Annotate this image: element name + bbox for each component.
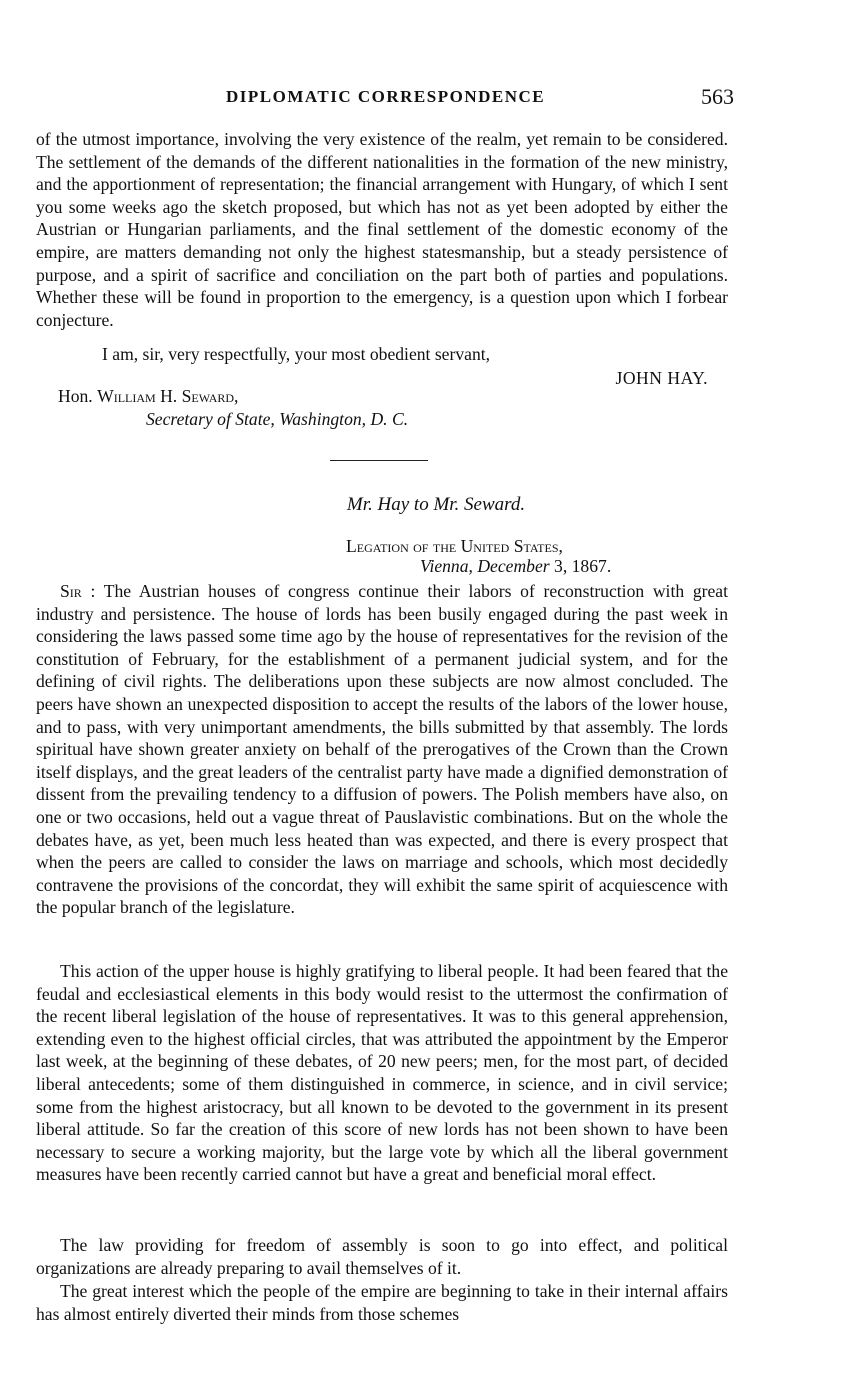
- page-header: [36, 84, 734, 114]
- paragraph-continued: of the utmost importance, involving the very existence of the realm, yet remain to be considered. The settlement of the demands of the different nationalities in the formation of the new ministry, and the apportionment of representation; the financial arrangement with Hungary, of which I sent you some weeks ago the sketch proposed, but which has not as yet been adopted by either the Austrian or Hungarian parliaments, and the final settlement of the domestic economy of the empire, are matters demanding not only the highest statesmanship, but a steady persistence of purpose, and a spirit of sacrifice and conciliation on the part both of parties and populations. Whether these will be found in proportion to the emergency, is a question upon which I forbear conjecture.: [36, 129, 728, 330]
- signature: JOHN HAY.: [615, 368, 708, 388]
- running-head: DIPLOMATIC CORRESPONDENCE: [226, 87, 546, 106]
- legation-line: Legation of the United States,: [346, 536, 563, 556]
- letter-closing: I am, sir, very respectfully, your most obedient servant,: [102, 344, 491, 364]
- dateline-place: Vienna, December: [420, 556, 550, 576]
- addressee-name: William H. Seward,: [97, 386, 239, 406]
- salutation: Sir :: [60, 581, 96, 601]
- paragraph-opening: [36, 580, 728, 919]
- addressee-honorific: Hon.: [58, 386, 93, 406]
- paragraph-internal-affairs: The great interest which the people of the empire are beginning to take in their internal affairs has almost entirely diverted their minds from those schemes: [36, 1281, 728, 1324]
- dateline-day-year: 3, 1867.: [554, 556, 612, 576]
- page-number: 563: [701, 84, 734, 109]
- addressee: [58, 386, 238, 407]
- dateline: [420, 556, 611, 577]
- addressee-title: Secretary of State, Washington, D. C.: [146, 409, 409, 429]
- paragraph-upper-house: This action of the upper house is highly gratifying to liberal people. It had been feared that the feudal and ecclesiastical elements in this body would resist to the uttermost the confirmation of the recent liberal legislation of the house of representatives. It was to this general apprehension, extending even to the highest official circles, that was attributed the appointment by the Emperor last week, at the beginning of these debates, of 20 new peers; men, for the most part, of decided liberal antecedents; some of them distinguished in commerce, in science, and in civil service; some from the highest aristocracy, but all known to be devoted to the government in its present liberal attitude. So far the creation of this score of new lords has not been shown to have been necessary to secure a working majority, but the large vote by which all the liberal government measures have been recently carried cannot but have a great and beneficial moral effect.: [36, 961, 728, 1185]
- section-divider: [330, 460, 428, 461]
- paragraph-opening-text: The Austrian houses of congress continue their labors of reconstruction with great industry and persistence. The house of lords has been busily engaged during the past week in considering the laws passed some time ago by the house of representatives for the revision of the constitution of February, for the establishment of a permanent judicial system, and for the defining of civil rights. The deliberations upon these subjects are now almost concluded. The peers have shown an unexpected disposition to accept the results of the labors of the lower house, and to pass, with very unimportant amendments, the bills submitted by that assembly. The lords spiritual have shown greater anxiety on behalf of the prerogatives of the Crown than the Crown itself displays, and the great leaders of the centralist party have made a dignified demonstration of dissent from the prevailing tendency to a diffusion of powers. The Polish members have also, on one or two occasions, held out a vague threat of Pauslavistic combinations. But on the whole the debates have, as yet, been much less heated than was expected, and there is every prospect that when the peers are called to consider the laws on marriage and schools, which most decidedly contravene the provisions of the concordat, they will exhibit the same spirit of acquiescence with the popular branch of the legislature.: [36, 581, 728, 918]
- letter-heading: Mr. Hay to Mr. Seward.: [346, 494, 526, 515]
- paragraph-assembly-law: The law providing for freedom of assembly is soon to go into effect, and political organizations are already preparing to avail themselves of it.: [36, 1235, 728, 1278]
